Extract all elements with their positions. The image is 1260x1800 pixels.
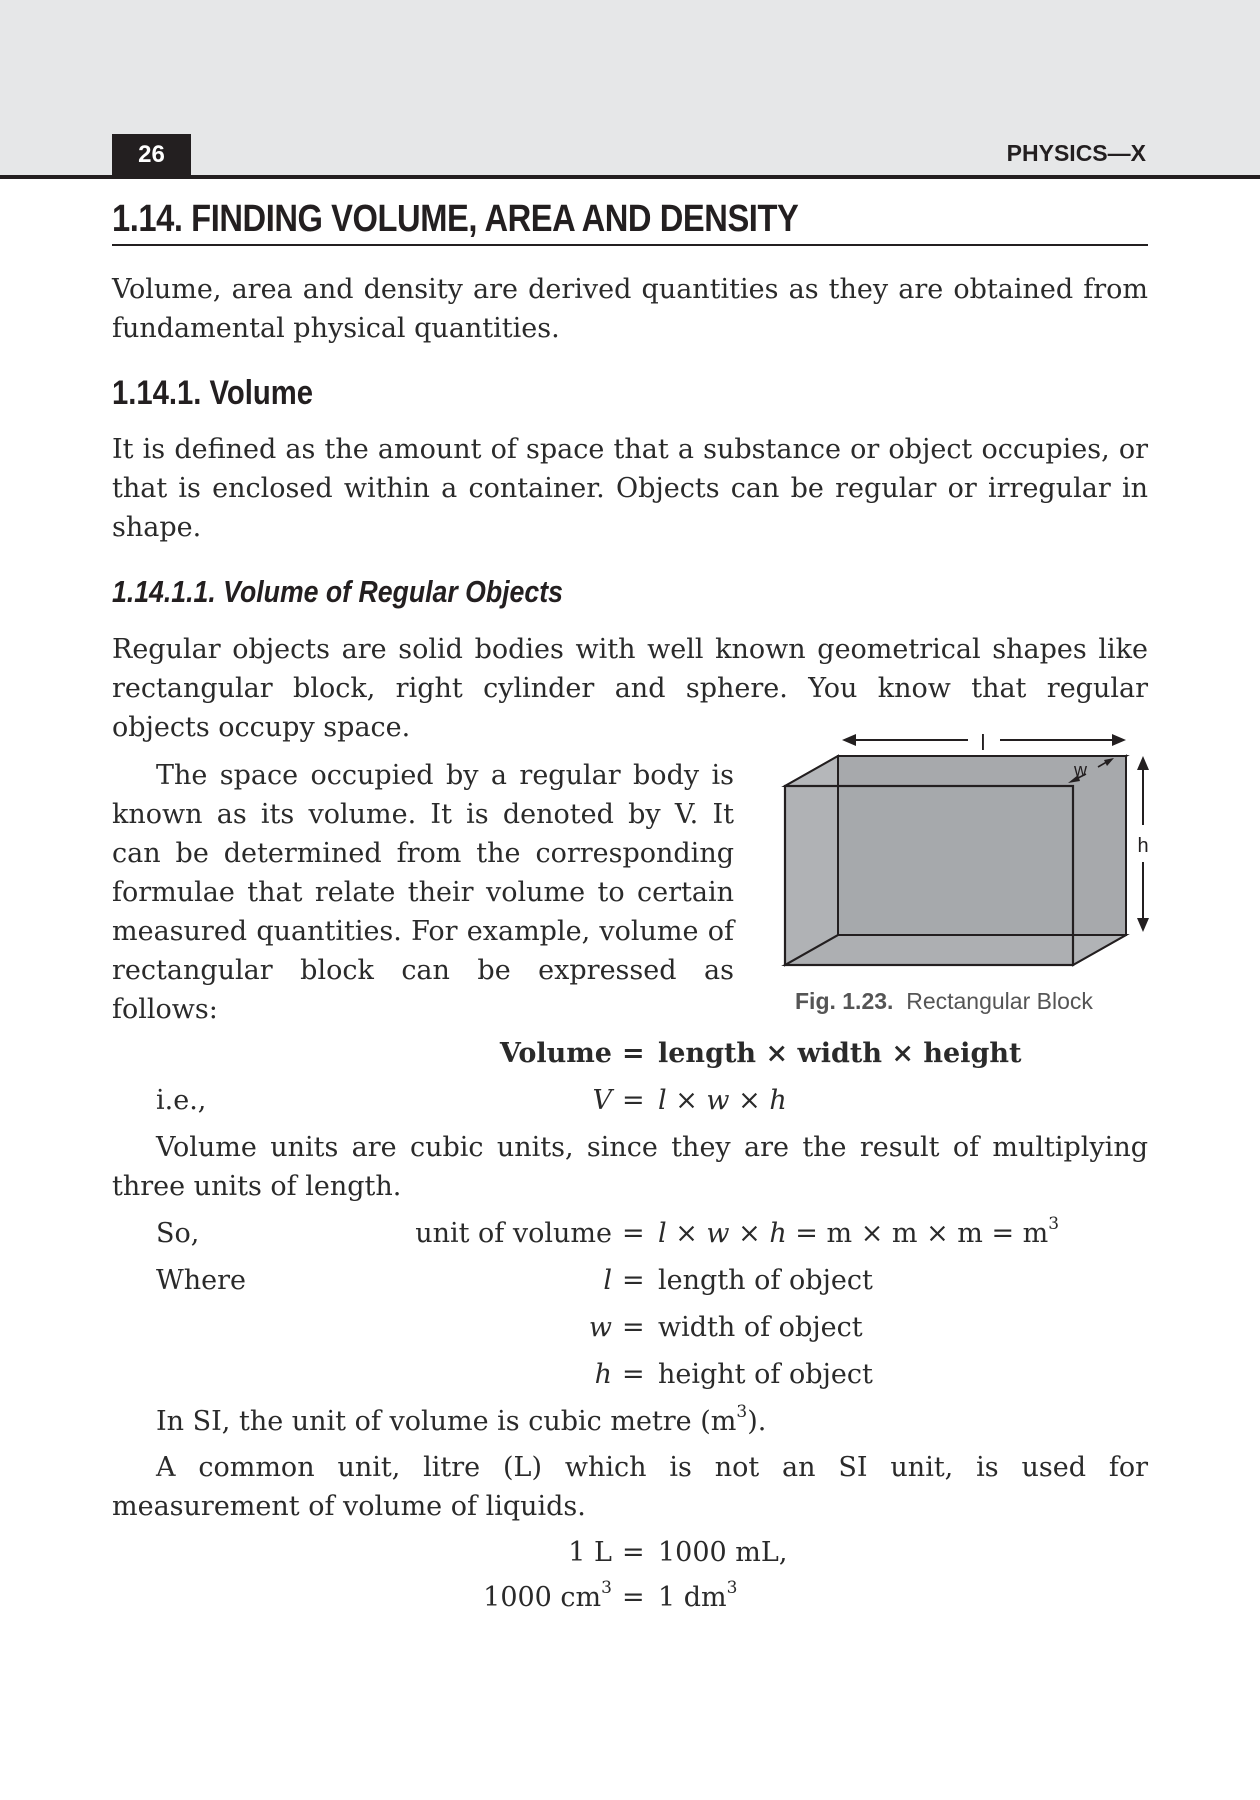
figure-number: Fig. 1.23. [795,988,894,1014]
si-end: ). [747,1406,767,1437]
eq-rhs-exponent: 3 [1048,1214,1060,1234]
eq-sign: = [622,1312,645,1343]
volume-definition-paragraph: The space occupied by a regular body is known as its volume. It is denoted by V. It can be determined from the corresponding formulae that relate their volume to certain measured quantities. For example, volume of rectangular block can be expressed as follows: [112,760,734,1025]
running-title: PHYSICS—X [1006,140,1146,166]
regular-objects-paragraph: Regular objects are solid bodies with well known geometrical shapes like rectangular block, right cylinder and sphere. You know that regular objects occupy space. [112,634,1148,743]
eq-rhs-exponent: 3 [726,1578,738,1598]
rectangular-block-figure [760,722,1180,1022]
width-label: w [1074,760,1087,780]
eq-lhs: unit of volume [415,1218,612,1249]
eq-sign: = [622,1038,645,1069]
eq-sign: = [622,1582,645,1613]
section-title: 1.14. FINDING VOLUME, AREA AND DENSITY [112,198,799,240]
eq-meaning: width of object [658,1312,863,1343]
si-text: In SI, the unit of volume is cubic metre (m [156,1406,737,1437]
eq-rhs: length × width × height [658,1038,1022,1069]
subsection-title: 1.14.1. Volume [112,374,313,412]
si-unit-line [156,1402,766,1441]
eq-rhs-units: = m × m × m = m [786,1218,1049,1249]
eq-rhs: 1000 mL, [658,1537,788,1568]
litre-paragraph: A common unit, litre (L) which is not an SI unit, is used for measurement of volume of liquids. [112,1452,1148,1522]
eq-sign: = [622,1265,645,1296]
eq-sign: = [622,1218,645,1249]
subsection-body: It is defined as the amount of space that a substance or object occupies, or that is enclosed within a container. Objects can be regular or irregular in shape. [112,434,1148,543]
eq-sign: = [622,1085,645,1116]
section-intro: Volume, area and density are derived quantities as they are obtained from fundamental physical quantities. [112,274,1148,344]
eq-rhs: 1 dm [658,1582,727,1613]
eq-meaning: length of object [658,1265,873,1296]
subsubsection-title: 1.14.1.1. Volume of Regular Objects [112,574,563,609]
eq-symbol: h [594,1359,612,1390]
eq-meaning: height of object [658,1359,873,1390]
figure-caption [795,988,1093,1015]
si-exponent: 3 [736,1402,748,1422]
eq-symbol: l [603,1265,612,1296]
section-title-underline [112,244,1148,246]
page-number: 26 [112,134,191,176]
eq-prefix: Where [156,1265,247,1296]
eq-rhs: l × w × h [658,1085,787,1116]
eq-prefix: So, [156,1218,200,1249]
length-label: l [980,730,986,755]
eq-lhs: V [592,1085,612,1116]
eq-lhs-exponent: 3 [601,1578,612,1598]
height-label: h [1137,835,1149,857]
eq-symbol: w [588,1312,612,1343]
eq-prefix: i.e., [156,1085,207,1116]
eq-sign: = [622,1537,645,1568]
eq-lhs: 1000 cm [483,1582,602,1613]
eq-lhs: Volume [499,1038,612,1069]
eq-rhs-symbols: l × w × h [658,1218,787,1249]
cubic-units-paragraph: Volume units are cubic units, since they are the result of multiplying three units of length. [112,1132,1148,1202]
eq-lhs: 1 L [568,1537,612,1568]
figure-caption-text: Rectangular Block [906,988,1093,1014]
eq-sign: = [622,1359,645,1390]
